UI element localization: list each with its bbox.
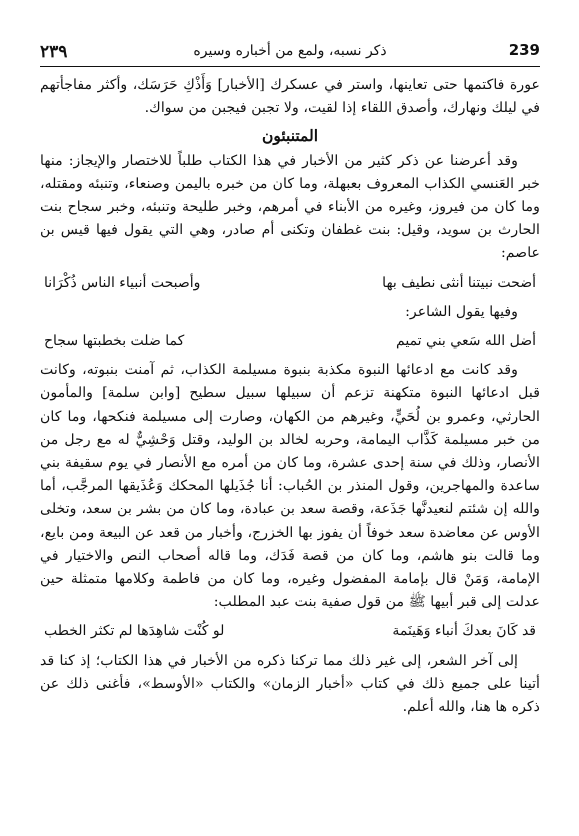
verse-line-2 [44, 330, 536, 353]
verse-1-first-hemistich: أضحت نبيتنا أنثى نطيف بها [382, 274, 536, 291]
verse-3-second-hemistich: لو كُنْت شاهِدَها لم تكثر الخطب [44, 623, 225, 640]
page-number-latin: 239 [508, 41, 540, 59]
running-header [40, 40, 540, 67]
verse-3-first-hemistich: قد كَانَ بعدكَ أنباء وَهَينَمة [392, 623, 536, 640]
section-heading: المتنبئون [261, 126, 319, 146]
verse-1-second-hemistich: وأصبحت أنبياء الناس ذُكْرَانا [44, 274, 201, 291]
paragraph-intro: وقد أعرضنا عن ذكر كثير من الأخبار في هذا الكتاب طلباً للاختصار والإيجاز: منها خبر العَنسي الكذاب المعروف بعبهلة، وما كان من خبره باليمن وصنعاء، وتنبئه ومقتله، وما كان من فيروز، وغيره من الأبناء في أمرهم، وخبر طليحة وتنبئه، وخبر سجاح بنت الحارث بن سويد، وقيل: بنت غطفان وتكنى أم صادر، وهي التي يقول فيها قيس بن عاصم: [40, 152, 540, 262]
verse-line-1 [44, 272, 536, 295]
running-title: ذكر نسبه، ولمع من أخباره وسيره [193, 43, 387, 59]
paragraph-continuation: عورة فاكتمها حتى تعاينها، واستر في عسكرك [الأخبار] وَأَذْكِ حَرَسَك، وأكثر مفاجأتهم في ليلك ونهارك، وأصدق اللقاء إذا لقيت، ولا تجبن فيجبن من سواك. [40, 77, 540, 117]
paragraph-musaylima: وقد كانت مع ادعائها النبوة مكذبة بنبوة مسيلمة الكذاب، ثم آمنت بنبوته، وكانت قبل ادعائها النبوة متكهنة تزعم أن سبيلها سبيل سطيح [وابن سلمة] والمأمون الحارثي، وعمرو بن لُحَيٍّ، وغيرهم من الكهان، وصارت إلى مسيلمة فنكحها، وما كان من خبر مسيلمة كَذَّاب اليمامة، وحربه لخالد بن الوليد، وقتل وَحْشِيٌّ له مع رجل من الأنصار، وذلك في سنة إحدى عشرة، وما كان من أمره مع الأنصار في يوم سقيفة بني ساعدة والمهاجرين، وقول المنذر بن الحُباب: أنا جُذَيلها المحكك وَعُذَيقها المرجَّب، أما والله إن شئتم لنعيدنَّها جَذَعة، وقصة سعد بن عبادة، وما كان من بشر بن سعد، وتخلى الأوس عن معاضدة سعد خوفاً أن يفوز بها الخزرج، وأخبار من قعد عن البيعة ومن بايع، وما قالت بنو هاشم، وما كان من قصة فَدَك، وما قاله أصحاب النص والاختيار في الإمامة، وَمَنْ قال بإمامة المفضول وغيره، وما كان من فاطمة وكلامها متمثلة حين عدلت إلى قبر أبيها ﷺ من قول صفية بنت عبد المطلب: [40, 362, 540, 611]
page-number-arabic: ٢٣٩ [40, 42, 68, 62]
page-body [40, 74, 540, 719]
paragraph-closing: إلى آخر الشعر، إلى غير ذلك مما تركنا ذكره من الأخبار في هذا الكتاب؛ إذ كنا قد أتينا على جميع ذلك في كتاب «أخبار الزمان» والكتاب «الأوسط»، فأغنى ذلك عن ذكره ها هنا، والله أعلم. [40, 652, 540, 716]
verse-2-second-hemistich: كما ضلت بخطبتها سجاح [44, 333, 185, 350]
paragraph-poet-intro: وفيها يقول الشاعر: [405, 303, 518, 320]
verse-line-3 [44, 620, 536, 643]
verse-2-first-hemistich: أضل الله سَعي بني تميم [396, 333, 536, 350]
